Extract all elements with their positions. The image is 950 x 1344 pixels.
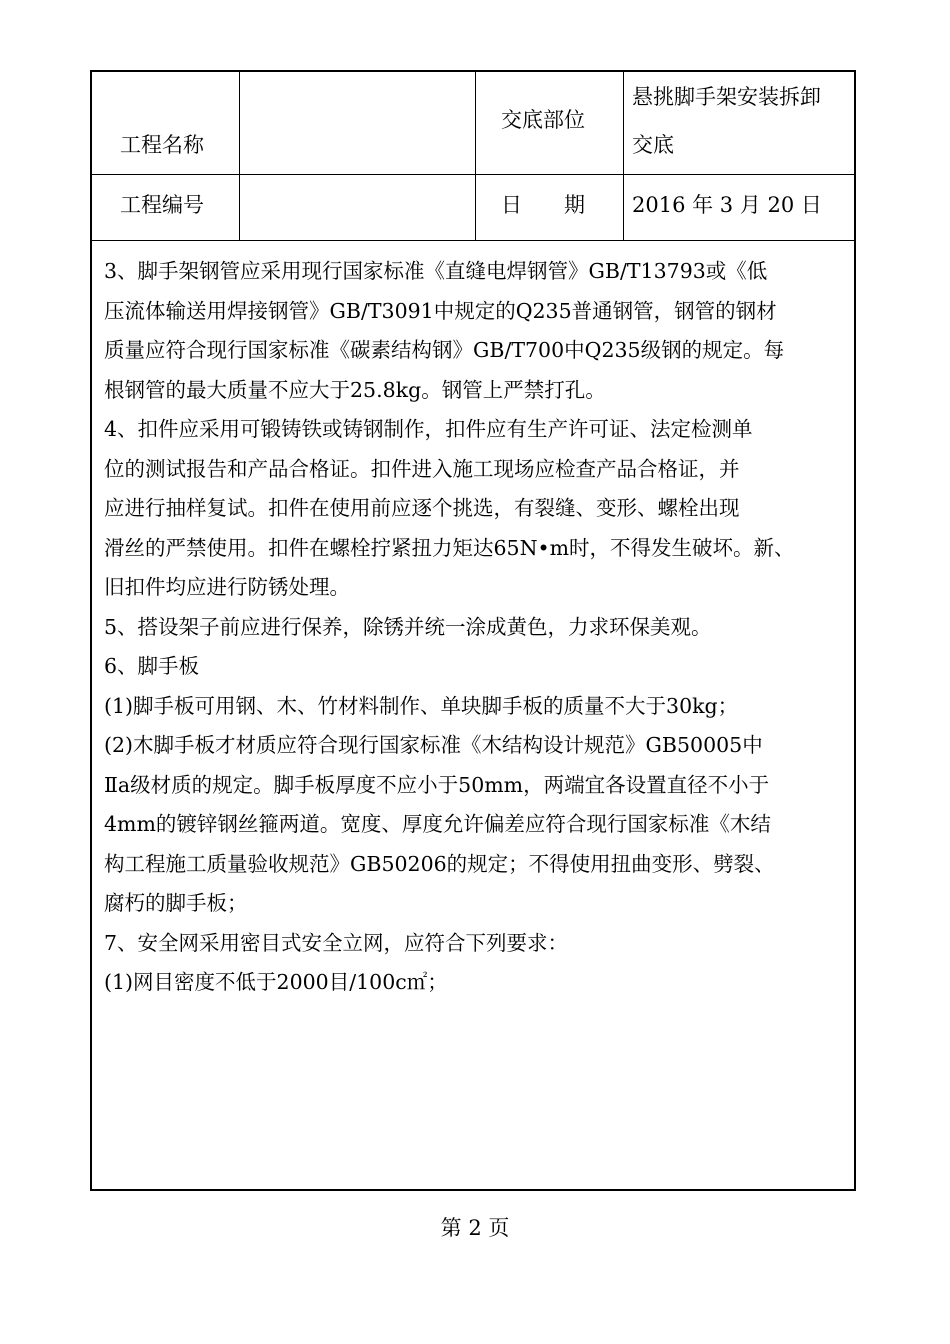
content-line: 3、脚手架钢管应采用现行国家标准《直缝电焊钢管》GB/T13793或《低 bbox=[104, 259, 768, 283]
content-line: 4、扣件应采用可锻铸铁或铸钢制作，扣件应有生产许可证、法定检测单 bbox=[104, 417, 753, 441]
date-value: 2016 年 3 月 20 日 bbox=[632, 193, 822, 217]
content-line: 滑丝的严禁使用。扣件在螺栓拧紧扭力矩达65N•m时，不得发生破坏。新、 bbox=[104, 535, 795, 560]
content-line: 7、安全网采用密目式安全立网，应符合下列要求： bbox=[104, 930, 569, 955]
content-line: 腐朽的脚手板； bbox=[104, 891, 248, 915]
content-line: 质量应符合现行国家标准《碳素结构钢》GB/T700中Q235级钢的规定。每 bbox=[104, 338, 785, 362]
project-name-label: 工程名称 bbox=[120, 133, 204, 157]
content-line: 位的测试报告和产品合格证。扣件进入施工现场应检查产品合格证，并 bbox=[104, 456, 740, 481]
page-number: 第 2 页 bbox=[440, 1216, 510, 1240]
content-line: 应进行抽样复试。扣件在使用前应逐个挑选，有裂缝、变形、螺栓出现 bbox=[104, 496, 740, 520]
content-line: Ⅱa级材质的规定。脚手板厚度不应小于50mm，两端宜各设置直径不小于 bbox=[104, 772, 770, 797]
document-frame bbox=[90, 70, 856, 1191]
content-line: (1)网目密度不低于2000目/100c㎡； bbox=[104, 970, 448, 994]
header-col-divider-1 bbox=[239, 72, 240, 240]
content-line: (2)木脚手板才材质应符合现行国家标准《木结构设计规范》GB50005中 bbox=[104, 733, 763, 757]
content-line: 旧扣件均应进行防锈处理。 bbox=[104, 575, 350, 599]
content-line: (1)脚手板可用钢、木、竹材料制作、单块脚手板的质量不大于30kg； bbox=[104, 693, 739, 718]
content-line: 6、脚手板 bbox=[104, 654, 200, 678]
disclosure-part-value-line1: 悬挑脚手架安装拆卸 bbox=[632, 85, 821, 109]
disclosure-part-label: 交底部位 bbox=[501, 108, 585, 132]
content-line: 5、搭设架子前应进行保养，除锈并统一涂成黄色，力求环保美观。 bbox=[104, 614, 712, 639]
content-line: 压流体输送用焊接钢管》GB/T3091中规定的Q235普通钢管，钢管的钢材 bbox=[104, 298, 777, 323]
disclosure-content bbox=[104, 252, 848, 1003]
header-row-divider bbox=[92, 174, 854, 175]
disclosure-part-value-line2: 交底 bbox=[632, 133, 674, 157]
header-bottom-divider bbox=[92, 240, 854, 241]
content-line: 4mm的镀锌钢丝箍两道。宽度、厚度允许偏差应符合现行国家标准《木结 bbox=[104, 812, 771, 836]
header-col-divider-2 bbox=[475, 72, 476, 240]
content-line: 根钢管的最大质量不应大于25.8kg。钢管上严禁打孔。 bbox=[104, 377, 606, 402]
project-number-label: 工程编号 bbox=[120, 193, 204, 217]
header-col-divider-3 bbox=[623, 72, 624, 240]
date-label: 日 期 bbox=[501, 193, 585, 217]
content-line: 构工程施工质量验收规范》GB50206的规定；不得使用扭曲变形、劈裂、 bbox=[104, 851, 775, 876]
